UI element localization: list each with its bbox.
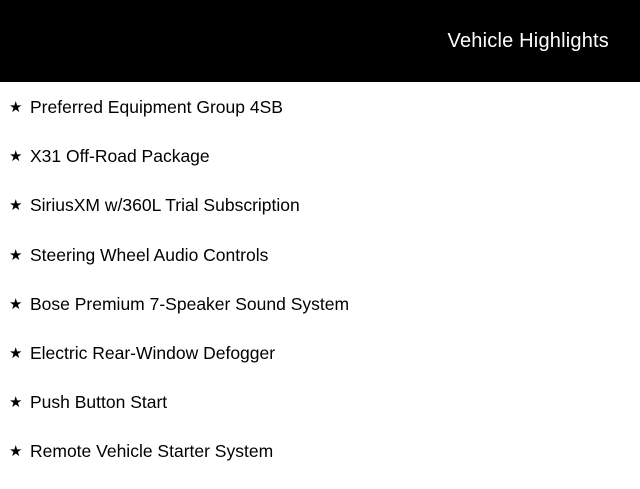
list-item (0, 144, 640, 193)
vehicle-highlights-list (0, 82, 640, 489)
list-item-label: Push Button Start (30, 392, 168, 413)
list-item-label: Steering Wheel Audio Controls (30, 244, 269, 265)
star-bullet-icon: ★ (9, 394, 23, 412)
list-item (0, 193, 640, 242)
page-title: Vehicle Highlights (447, 30, 609, 52)
list-item (0, 292, 640, 341)
star-bullet-icon: ★ (9, 197, 23, 215)
list-item (0, 390, 640, 439)
list-item-label: Remote Vehicle Starter System (30, 441, 274, 462)
list-item (0, 243, 640, 292)
list-item (0, 341, 640, 390)
list-item-label: X31 Off-Road Package (30, 146, 210, 167)
star-bullet-icon: ★ (9, 246, 23, 264)
star-bullet-icon: ★ (9, 344, 23, 362)
star-bullet-icon: ★ (9, 443, 23, 461)
star-bullet-icon: ★ (9, 99, 23, 116)
list-item (0, 95, 640, 144)
star-bullet-icon: ★ (9, 148, 23, 166)
list-item (0, 439, 640, 488)
header-bar (0, 0, 640, 82)
list-item-label: SiriusXM w/360L Trial Subscription (30, 195, 300, 216)
list-item-label: Preferred Equipment Group 4SB (30, 97, 283, 117)
star-bullet-icon: ★ (9, 295, 23, 313)
list-item-label: Electric Rear-Window Defogger (30, 342, 276, 363)
list-item-label: Bose Premium 7-Speaker Sound System (30, 293, 350, 314)
